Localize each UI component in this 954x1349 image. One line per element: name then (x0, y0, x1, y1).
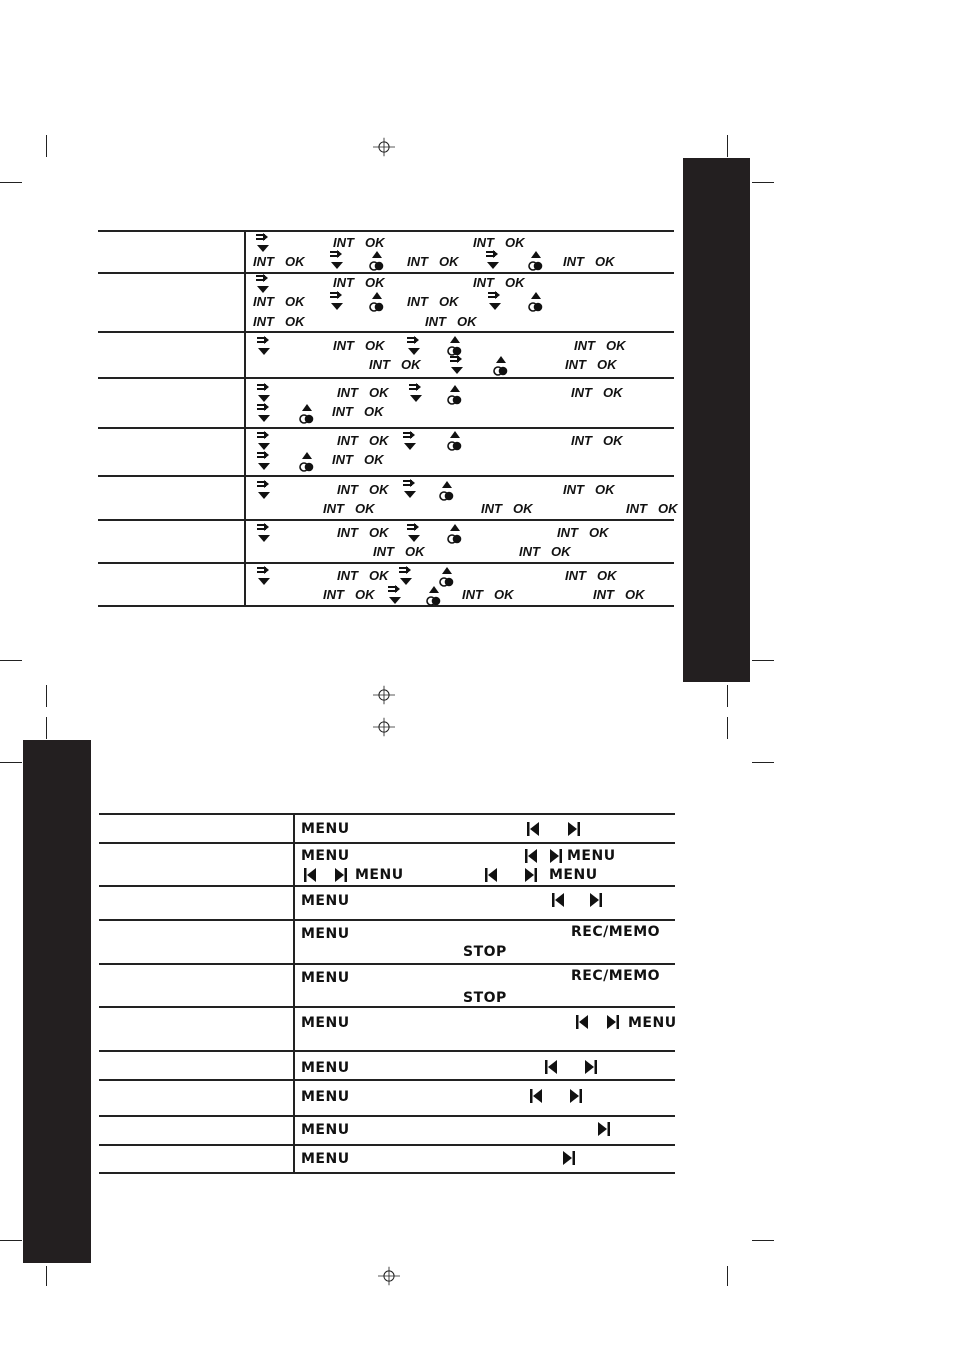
int-key-label: INT (337, 433, 358, 448)
toggle-icon (527, 250, 547, 270)
registration-mark-icon (378, 1265, 400, 1287)
ok-key-label: OK (494, 587, 514, 602)
int-key-label: INT (571, 433, 592, 448)
int-key-label: INT (563, 482, 584, 497)
int-key-label: INT (462, 587, 483, 602)
ok-key-label: OK (405, 544, 425, 559)
nav-arrow-icon (397, 566, 417, 586)
ok-key-label: OK (658, 501, 678, 516)
menu-key-label: MENU (301, 893, 350, 909)
skip-forward-icon (562, 1150, 582, 1170)
int-key-label: INT (425, 314, 446, 329)
int-key-label: INT (473, 275, 494, 290)
nav-arrow-icon (486, 291, 506, 311)
int-key-label: INT (253, 254, 274, 269)
int-key-label: INT (557, 525, 578, 540)
int-key-label: INT (519, 544, 540, 559)
skip-forward-icon (524, 867, 544, 887)
int-key-label: INT (333, 275, 354, 290)
stop-key-label: STOP (463, 944, 507, 960)
nav-arrow-icon (255, 566, 275, 586)
left-side-tab (23, 740, 91, 1263)
ok-key-label: OK (505, 235, 525, 250)
nav-arrow-icon (255, 403, 275, 423)
int-key-label: INT (323, 501, 344, 516)
menu-key-label: MENU (628, 1015, 677, 1031)
ok-key-label: OK (597, 357, 617, 372)
menu-key-label: MENU (355, 867, 404, 883)
ok-key-label: OK (513, 501, 533, 516)
skip-back-icon (575, 1014, 595, 1034)
registration-mark-icon (373, 716, 395, 738)
skip-back-icon (524, 848, 544, 868)
rec-memo-key-label: REC/MEMO (571, 924, 661, 940)
skip-forward-icon (549, 848, 569, 868)
menu-key-label: MENU (301, 1060, 350, 1076)
ok-key-label: OK (285, 294, 305, 309)
ok-key-label: OK (369, 568, 389, 583)
nav-arrow-icon (401, 431, 421, 451)
skip-forward-icon (567, 821, 587, 841)
int-key-label: INT (481, 501, 502, 516)
toggle-icon (425, 585, 445, 605)
ok-key-label: OK (364, 452, 384, 467)
menu-key-label: MENU (301, 1122, 350, 1138)
ok-key-label: OK (603, 385, 623, 400)
int-key-label: INT (337, 525, 358, 540)
ok-key-label: OK (355, 501, 375, 516)
int-key-label: INT (332, 452, 353, 467)
int-key-label: INT (407, 294, 428, 309)
ok-key-label: OK (285, 314, 305, 329)
ok-key-label: OK (364, 404, 384, 419)
nav-arrow-icon (255, 480, 275, 500)
menu-key-label: MENU (301, 821, 350, 837)
nav-arrow-icon (407, 383, 427, 403)
toggle-icon (438, 480, 458, 500)
ok-key-label: OK (625, 587, 645, 602)
nav-arrow-icon (254, 274, 274, 294)
menu-key-label: MENU (549, 867, 598, 883)
skip-forward-icon (584, 1059, 604, 1079)
ok-key-label: OK (595, 482, 615, 497)
ok-key-label: OK (355, 587, 375, 602)
ok-key-label: OK (369, 482, 389, 497)
int-key-label: INT (565, 568, 586, 583)
toggle-icon (446, 430, 466, 450)
nav-arrow-icon (255, 431, 275, 451)
nav-arrow-icon (254, 233, 274, 253)
ok-key-label: OK (589, 525, 609, 540)
skip-forward-icon (334, 867, 354, 887)
nav-arrow-icon (255, 336, 275, 356)
ok-key-label: OK (597, 568, 617, 583)
nav-arrow-icon (448, 355, 468, 375)
ok-key-label: OK (439, 294, 459, 309)
menu-key-label: MENU (301, 1015, 350, 1031)
stop-key-label: STOP (463, 990, 507, 1006)
toggle-icon (446, 384, 466, 404)
nav-arrow-icon (401, 479, 421, 499)
ok-key-label: OK (595, 254, 615, 269)
int-key-label: INT (473, 235, 494, 250)
nav-arrow-icon (386, 585, 406, 605)
ok-key-label: OK (457, 314, 477, 329)
int-key-label: INT (323, 587, 344, 602)
ok-key-label: OK (365, 275, 385, 290)
menu-key-label: MENU (301, 1151, 350, 1167)
toggle-icon (298, 451, 318, 471)
int-key-label: INT (373, 544, 394, 559)
toggle-icon (446, 523, 466, 543)
toggle-icon (298, 403, 318, 423)
int-key-label: INT (626, 501, 647, 516)
menu-key-label: MENU (301, 1089, 350, 1105)
ok-key-label: OK (505, 275, 525, 290)
int-key-label: INT (563, 254, 584, 269)
toggle-icon (492, 355, 512, 375)
int-key-label: INT (332, 404, 353, 419)
ok-key-label: OK (603, 433, 623, 448)
ok-key-label: OK (551, 544, 571, 559)
ok-key-label: OK (369, 433, 389, 448)
nav-arrow-icon (484, 250, 504, 270)
int-key-label: INT (333, 235, 354, 250)
right-side-tab (683, 158, 750, 682)
int-key-label: INT (333, 338, 354, 353)
int-key-label: INT (337, 482, 358, 497)
registration-mark-icon (373, 136, 395, 158)
int-key-label: INT (571, 385, 592, 400)
skip-back-icon (544, 1059, 564, 1079)
ok-key-label: OK (606, 338, 626, 353)
int-key-label: INT (337, 568, 358, 583)
ok-key-label: OK (439, 254, 459, 269)
rec-memo-key-label: REC/MEMO (571, 968, 661, 984)
ok-key-label: OK (401, 357, 421, 372)
menu-key-label: MENU (567, 848, 616, 864)
menu-key-label: MENU (301, 926, 350, 942)
int-key-label: INT (337, 385, 358, 400)
int-key-label: INT (593, 587, 614, 602)
menu-key-label: MENU (301, 848, 350, 864)
ok-key-label: OK (365, 235, 385, 250)
menu-key-label: MENU (301, 970, 350, 986)
skip-back-icon (303, 867, 323, 887)
int-key-label: INT (565, 357, 586, 372)
int-key-label: INT (253, 314, 274, 329)
nav-arrow-icon (328, 250, 348, 270)
int-key-label: INT (369, 357, 390, 372)
nav-arrow-icon (255, 523, 275, 543)
toggle-icon (446, 335, 466, 355)
nav-arrow-icon (405, 336, 425, 356)
nav-arrow-icon (255, 383, 275, 403)
nav-arrow-icon (405, 523, 425, 543)
skip-back-icon (529, 1088, 549, 1108)
skip-forward-icon (589, 892, 609, 912)
nav-arrow-icon (255, 451, 275, 471)
skip-forward-icon (597, 1121, 617, 1141)
int-key-label: INT (253, 294, 274, 309)
registration-mark-icon (373, 684, 395, 706)
int-key-label: INT (574, 338, 595, 353)
skip-back-icon (551, 892, 571, 912)
int-key-label: INT (407, 254, 428, 269)
skip-forward-icon (606, 1014, 626, 1034)
toggle-icon (368, 250, 388, 270)
toggle-icon (527, 291, 547, 311)
toggle-icon (438, 566, 458, 586)
ok-key-label: OK (285, 254, 305, 269)
skip-back-icon (484, 867, 504, 887)
toggle-icon (368, 291, 388, 311)
skip-back-icon (526, 821, 546, 841)
ok-key-label: OK (369, 525, 389, 540)
skip-forward-icon (569, 1088, 589, 1108)
ok-key-label: OK (369, 385, 389, 400)
ok-key-label: OK (365, 338, 385, 353)
nav-arrow-icon (328, 291, 348, 311)
